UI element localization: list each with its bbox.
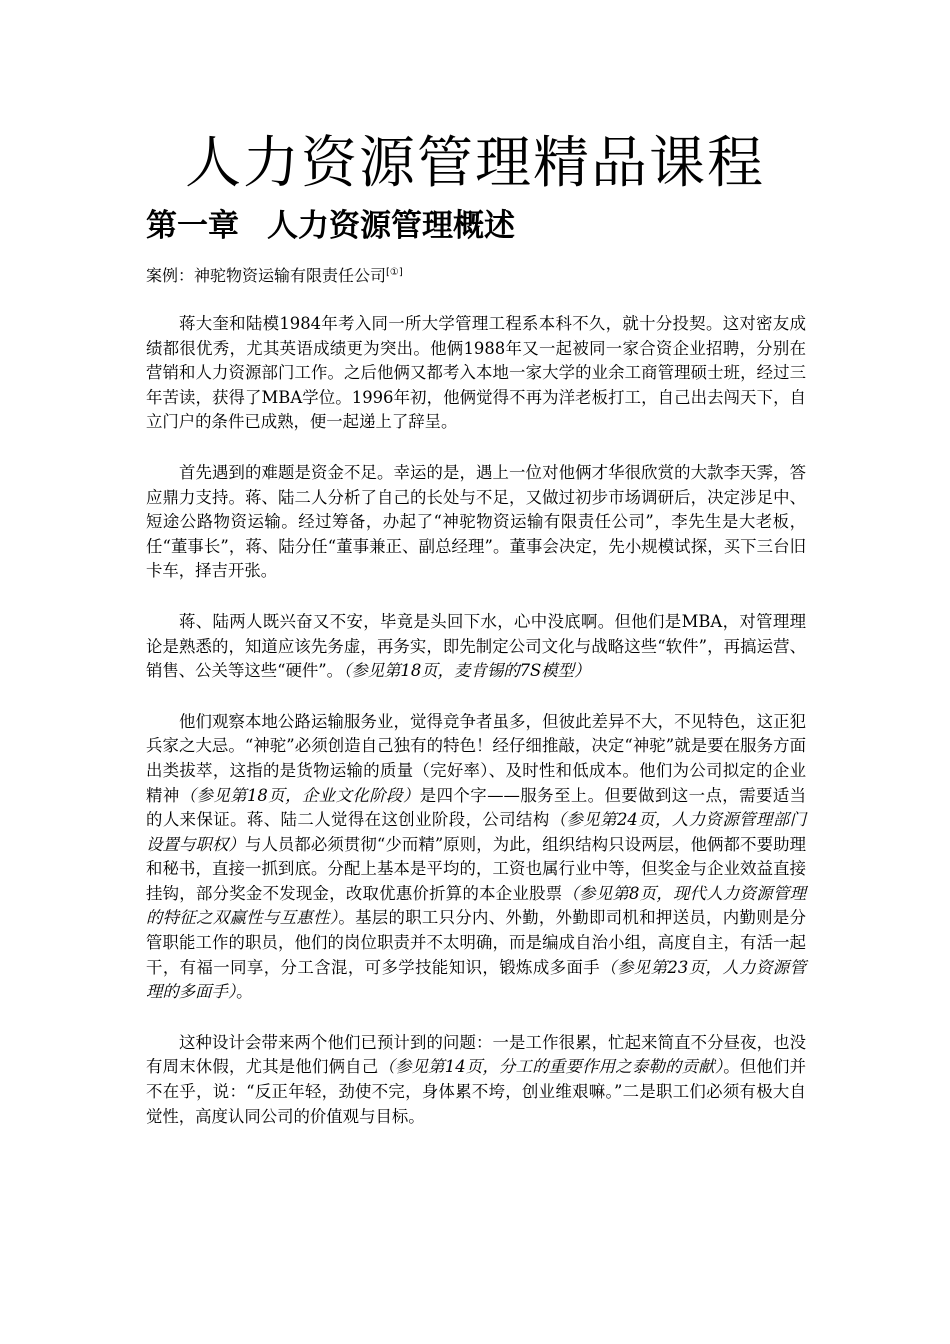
paragraph-text: 。基层的职工只分内、外勤，外勤即司机和押送员，内勤则是分管职能工作的职员，他们的岗位职责并不太明确，而是编成自治小组，高度自主，有活一起干，有福一同享，分工含混，可多学技能知识，锻炼成多面手 — [146, 908, 806, 977]
chapter-title — [146, 203, 515, 249]
paragraph-text: 首先遇到的难题是资金不足。幸运的是，遇上一位对他俩才华很欣赏的大款李天霁，答应鼎力支持。蒋、陆二人分析了自己的长处与不足，又做过初步市场调研后，决定涉足中、短途公路物资运输。经过筹备，办起了“神驼物资运输有限责任公司”，李先生是大老板，任“董事长”，蒋、陆分任“董事兼正、副总经理”。董事会决定，先小规模试探，买下三台旧卡车，择吉开张。 — [146, 462, 806, 581]
case-label: 案例：神驼物资运输有限责任公司 — [146, 266, 387, 285]
body-paragraph — [146, 461, 806, 584]
paragraph-text: 是四个字——服务至上。但要做到这一点，需要适当的人来保证。蒋、陆二人觉得在这创业阶段，公司结构 — [146, 785, 807, 830]
cross-reference: （参见第23页，人力资源管理的多面手） — [146, 957, 806, 1002]
paragraph-text: 蒋大奎和陆模1984年考入同一所大学管理工程系本科不久，就十分投契。这对密友成绩都很优秀，尤其英语成绩更为突出。他俩1988年又一起被同一家合资企业招聘，分别在营销和人力资源部门工作。之后他俩又都考入本地一家大学的业余工商管理硕士班，经过三年苦读，获得了MBA学位。1996年初，他俩觉得不再为洋老板打工，自己出去闯天下，自立门户的条件已成熟，便一起递上了辞呈。 — [146, 314, 806, 432]
paragraph-text: 这种设计会带来两个他们已预计到的问题：一是工作很累，忙起来简直不分昼夜，也没有周末休假，尤其是他们俩自己 — [146, 1032, 806, 1077]
cross-reference: （参见第18页，麦肯锡的7S模型） — [343, 661, 591, 681]
footnote-link[interactable]: [①] — [386, 267, 403, 278]
body-paragraph — [146, 610, 806, 684]
cross-reference: （参见第14页，分工的重要作用之泰勒的贡献） — [378, 1057, 724, 1077]
body-paragraph — [146, 312, 806, 435]
paragraph-text: 与人员都必须贯彻“少而精”原则，为此，组织结构只设两层，他俩都不要助理和秘书，直接一抓到底。分配上基本是平均的，工资也属行业中等，但奖金与企业效益直接挂钩，部分奖金不发现金，改取优惠价折算的本企业股票 — [146, 834, 807, 903]
paragraph-text: 。 — [236, 982, 253, 1002]
case-heading — [146, 260, 403, 289]
paragraph-text: 。但他们并不在乎，说：“反正年轻，劲使不完，身体累不垮，创业维艰嘛。”二是职工们必须有极大自觉性，高度认同公司的价值观与目标。 — [146, 1057, 807, 1126]
cross-reference: （参见第24页，人力资源管理部门设置与职权） — [146, 810, 807, 854]
chapter-number: 第一章 — [146, 208, 239, 244]
paragraph-text: 蒋、陆两人既兴奋又不安，毕竟是头回下水，心中没底啊。但他们是MBA，对管理理论是熟悉的，知道应该先务虚，再务实，即先制定公司文化与战略这些“软件”，再搞运营、销售、公关等这些“硬件”。 — [146, 611, 806, 681]
document-title: 人力资源管理精品课程 — [185, 131, 765, 196]
document-body — [146, 312, 806, 1129]
body-paragraph — [146, 710, 806, 1005]
body-paragraph — [146, 1031, 806, 1129]
cross-reference: （参见第18页，企业文化阶段） — [179, 785, 420, 805]
paragraph-text: 他们观察本地公路运输服务业，觉得竞争者虽多，但彼此差异不大，不见特色，这正犯兵家之大忌。“神驼”必须创造自己独有的特色！经仔细推敲，决定“神驼”就是要在服务方面出类拔萃，这指的是货物运输的质量（完好率）、及时性和低成本。他们为公司拟定的企业精神 — [146, 711, 806, 805]
chapter-name: 人力资源管理概述 — [267, 208, 515, 244]
cross-reference: （参见第8页，现代人力资源管理的特征之双赢性与互惠性） — [146, 883, 806, 928]
